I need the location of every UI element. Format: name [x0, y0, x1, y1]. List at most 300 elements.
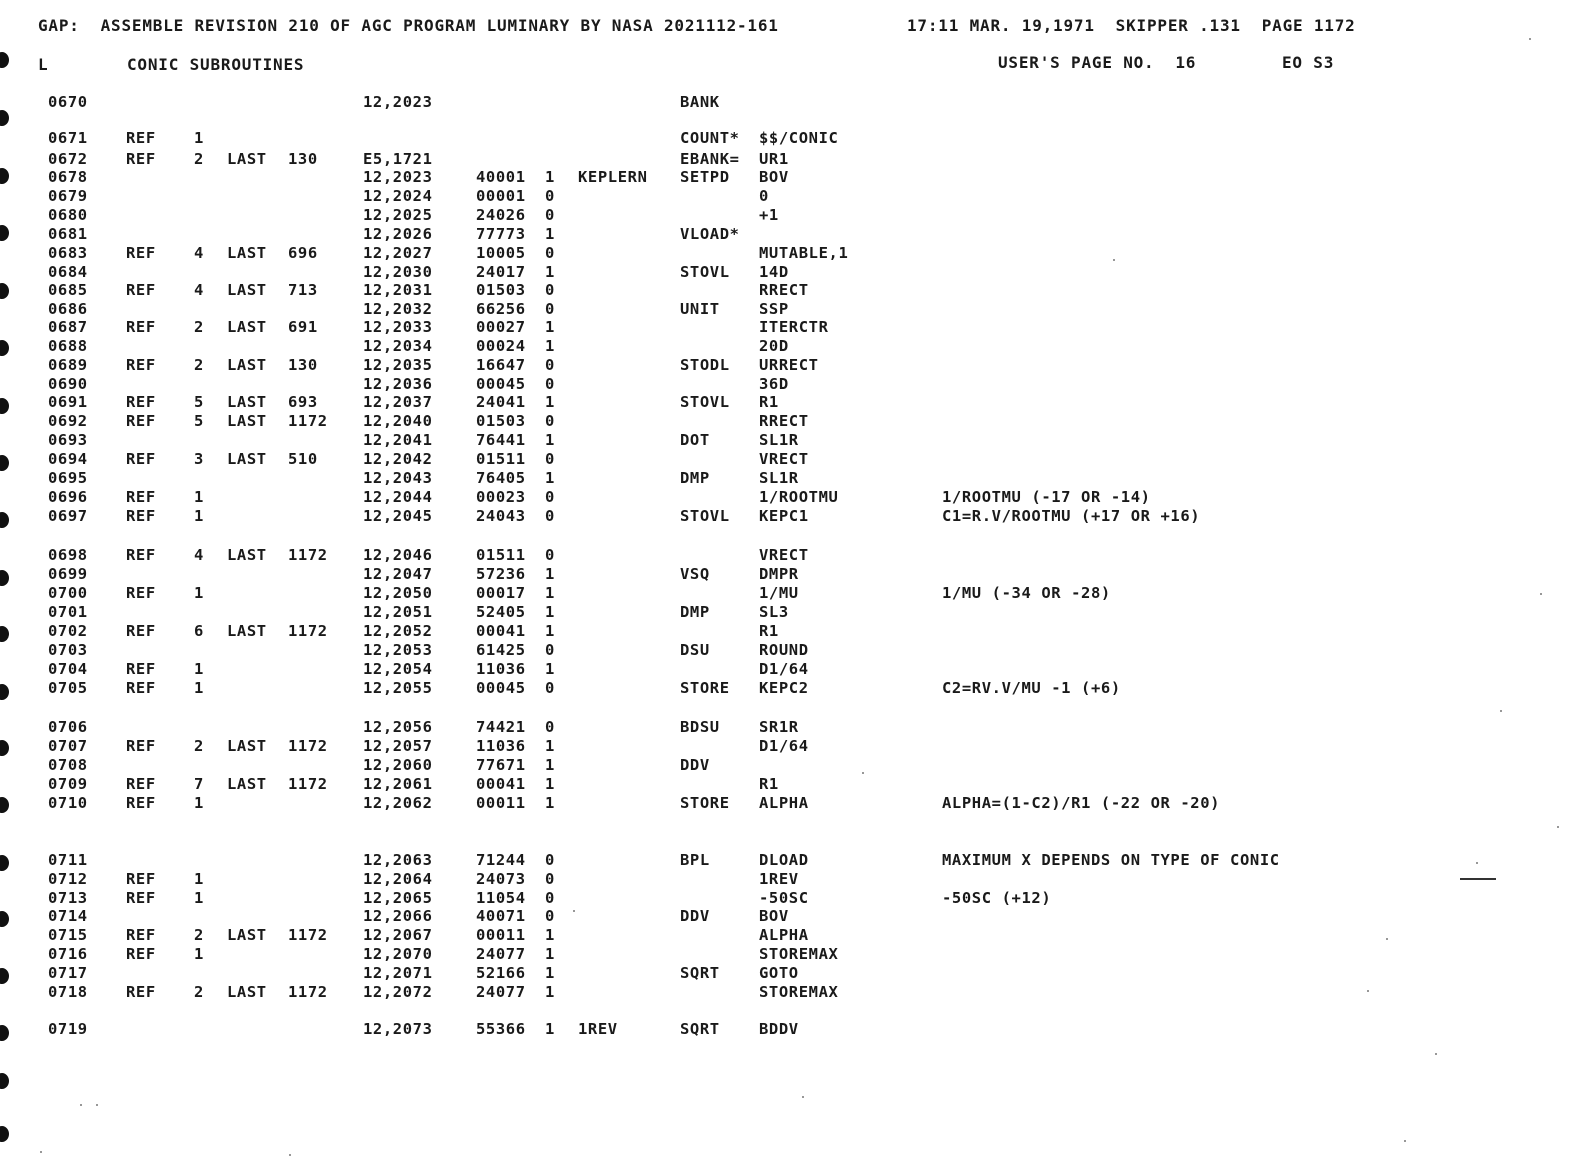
parity-bit: 0 — [545, 507, 555, 525]
line-number: 0694 — [48, 450, 88, 468]
operand: D1/64 — [759, 737, 809, 755]
address: 12,2027 — [363, 244, 433, 262]
operand: 0 — [759, 187, 769, 205]
parity-bit: 1 — [545, 469, 555, 487]
opcode: BDSU — [680, 718, 720, 736]
line-number: 0697 — [48, 507, 88, 525]
scan-speck — [802, 1096, 804, 1098]
address: 12,2051 — [363, 603, 433, 621]
octal-word: 77671 — [476, 756, 526, 774]
ref-count: 1 — [194, 488, 204, 506]
ref-marker: REF — [126, 983, 156, 1001]
line-number: 0699 — [48, 565, 88, 583]
address: 12,2041 — [363, 431, 433, 449]
line-number: 0678 — [48, 168, 88, 186]
parity-bit: 0 — [545, 907, 555, 925]
scan-mark — [1460, 878, 1496, 880]
parity-bit: 0 — [545, 206, 555, 224]
ref-marker: REF — [126, 450, 156, 468]
parity-bit: 0 — [545, 488, 555, 506]
line-number: 0686 — [48, 300, 88, 318]
symbol-label: KEPLERN — [578, 168, 648, 186]
parity-bit: 0 — [545, 412, 555, 430]
scan-speck — [1476, 862, 1478, 864]
opcode: SETPD — [680, 168, 730, 186]
scan-speck — [1529, 38, 1531, 40]
ref-marker: REF — [126, 945, 156, 963]
parity-bit: 0 — [545, 300, 555, 318]
punch-hole — [0, 570, 9, 586]
punch-hole — [0, 225, 9, 241]
address: 12,2055 — [363, 679, 433, 697]
octal-word: 01503 — [476, 412, 526, 430]
octal-word: 24017 — [476, 263, 526, 281]
parity-bit: 0 — [545, 187, 555, 205]
address: 12,2052 — [363, 622, 433, 640]
last-page: 693 — [288, 393, 318, 411]
parity-bit: 0 — [545, 870, 555, 888]
line-number: 0689 — [48, 356, 88, 374]
line-number: 0705 — [48, 679, 88, 697]
last-page: 130 — [288, 150, 318, 168]
octal-word: 77773 — [476, 225, 526, 243]
last-marker: LAST — [227, 926, 267, 944]
line-number: 0685 — [48, 281, 88, 299]
opcode: STORE — [680, 794, 730, 812]
address: 12,2053 — [363, 641, 433, 659]
scan-speck — [1367, 990, 1369, 992]
ref-count: 4 — [194, 244, 204, 262]
parity-bit: 1 — [545, 318, 555, 336]
last-marker: LAST — [227, 244, 267, 262]
opcode: DSU — [680, 641, 710, 659]
line-number: 0714 — [48, 907, 88, 925]
last-page: 713 — [288, 281, 318, 299]
operand: SL3 — [759, 603, 789, 621]
address: 12,2072 — [363, 983, 433, 1001]
ref-marker: REF — [126, 775, 156, 793]
punch-hole — [0, 626, 9, 642]
comment: 1/ROOTMU (-17 OR -14) — [942, 488, 1151, 506]
opcode: DMP — [680, 603, 710, 621]
address: 12,2056 — [363, 718, 433, 736]
address: 12,2023 — [363, 93, 433, 111]
operand: ALPHA — [759, 926, 809, 944]
octal-word: 00024 — [476, 337, 526, 355]
address: 12,2067 — [363, 926, 433, 944]
parity-bit: 1 — [545, 945, 555, 963]
line-number: 0707 — [48, 737, 88, 755]
address: 12,2025 — [363, 206, 433, 224]
operand: STOREMAX — [759, 945, 839, 963]
octal-word: 00011 — [476, 926, 526, 944]
parity-bit: 1 — [545, 168, 555, 186]
punch-hole — [0, 1073, 9, 1089]
operand: R1 — [759, 775, 779, 793]
parity-bit: 1 — [545, 737, 555, 755]
octal-word: 40071 — [476, 907, 526, 925]
last-marker: LAST — [227, 412, 267, 430]
last-marker: LAST — [227, 450, 267, 468]
parity-bit: 0 — [545, 375, 555, 393]
parity-bit: 1 — [545, 926, 555, 944]
octal-word: 24043 — [476, 507, 526, 525]
operand: ROUND — [759, 641, 809, 659]
ref-count: 2 — [194, 737, 204, 755]
ref-count: 5 — [194, 393, 204, 411]
operand: SL1R — [759, 431, 799, 449]
opcode: STOVL — [680, 393, 730, 411]
last-page: 1172 — [288, 926, 328, 944]
ref-marker: REF — [126, 679, 156, 697]
section-title: CONIC SUBROUTINES — [127, 55, 305, 74]
ref-marker: REF — [126, 281, 156, 299]
scan-speck — [1540, 593, 1542, 595]
octal-word: 10005 — [476, 244, 526, 262]
operand: STOREMAX — [759, 983, 839, 1001]
last-marker: LAST — [227, 150, 267, 168]
address: 12,2036 — [363, 375, 433, 393]
opcode: SQRT — [680, 964, 720, 982]
line-number: 0695 — [48, 469, 88, 487]
octal-word: 00045 — [476, 679, 526, 697]
address: 12,2071 — [363, 964, 433, 982]
last-page: 1172 — [288, 983, 328, 1001]
punch-hole — [0, 684, 9, 700]
scan-speck — [1435, 1053, 1437, 1055]
octal-word: 00027 — [476, 318, 526, 336]
line-number: 0701 — [48, 603, 88, 621]
scan-speck — [1500, 710, 1502, 712]
line-number: 0711 — [48, 851, 88, 869]
address: 12,2042 — [363, 450, 433, 468]
octal-word: 40001 — [476, 168, 526, 186]
line-number: 0702 — [48, 622, 88, 640]
line-number: 0706 — [48, 718, 88, 736]
punch-hole — [0, 340, 9, 356]
opcode: DDV — [680, 756, 710, 774]
last-page: 510 — [288, 450, 318, 468]
last-page: 691 — [288, 318, 318, 336]
address: 12,2034 — [363, 337, 433, 355]
operand: R1 — [759, 393, 779, 411]
octal-word: 11036 — [476, 660, 526, 678]
parity-bit: 0 — [545, 851, 555, 869]
ref-count: 2 — [194, 356, 204, 374]
line-number: 0718 — [48, 983, 88, 1001]
scan-speck — [1113, 259, 1115, 261]
operand: RRECT — [759, 412, 809, 430]
operand: RRECT — [759, 281, 809, 299]
last-marker: LAST — [227, 281, 267, 299]
parity-bit: 1 — [545, 1020, 555, 1038]
punch-hole — [0, 110, 9, 126]
line-number: 0679 — [48, 187, 88, 205]
address: 12,2050 — [363, 584, 433, 602]
parity-bit: 0 — [545, 718, 555, 736]
line-number: 0703 — [48, 641, 88, 659]
last-marker: LAST — [227, 983, 267, 1001]
parity-bit: 1 — [545, 565, 555, 583]
line-number: 0716 — [48, 945, 88, 963]
line-number: 0708 — [48, 756, 88, 774]
octal-word: 24077 — [476, 983, 526, 1001]
ref-count: 1 — [194, 679, 204, 697]
last-page: 1172 — [288, 622, 328, 640]
punch-hole — [0, 968, 9, 984]
last-page: 1172 — [288, 412, 328, 430]
address: 12,2026 — [363, 225, 433, 243]
opcode: EBANK= — [680, 150, 740, 168]
operand: DMPR — [759, 565, 799, 583]
address: 12,2043 — [363, 469, 433, 487]
operand: D1/64 — [759, 660, 809, 678]
line-number: 0693 — [48, 431, 88, 449]
ref-marker: REF — [126, 356, 156, 374]
line-number: 0719 — [48, 1020, 88, 1038]
scan-speck — [573, 910, 575, 912]
ref-count: 2 — [194, 983, 204, 1001]
octal-word: 61425 — [476, 641, 526, 659]
parity-bit: 1 — [545, 964, 555, 982]
address: 12,2023 — [363, 168, 433, 186]
line-number: 0688 — [48, 337, 88, 355]
ref-marker: REF — [126, 318, 156, 336]
line-number: 0671 — [48, 129, 88, 147]
operand: GOTO — [759, 964, 799, 982]
user-page-number: USER'S PAGE NO. 16 — [998, 53, 1197, 72]
parity-bit: 1 — [545, 983, 555, 1001]
line-number: 0687 — [48, 318, 88, 336]
address: 12,2062 — [363, 794, 433, 812]
punch-hole — [0, 1025, 9, 1041]
octal-word: 00023 — [476, 488, 526, 506]
punch-hole — [0, 455, 9, 471]
line-number: 0709 — [48, 775, 88, 793]
line-number: 0680 — [48, 206, 88, 224]
line-number: 0712 — [48, 870, 88, 888]
operand: 1/MU — [759, 584, 799, 602]
ref-count: 5 — [194, 412, 204, 430]
line-number: 0670 — [48, 93, 88, 111]
punch-hole — [0, 168, 9, 184]
address: 12,2047 — [363, 565, 433, 583]
ref-marker: REF — [126, 870, 156, 888]
parity-bit: 0 — [545, 450, 555, 468]
last-page: 1172 — [288, 775, 328, 793]
punch-hole — [0, 512, 9, 528]
octal-word: 24073 — [476, 870, 526, 888]
ref-marker: REF — [126, 926, 156, 944]
last-marker: LAST — [227, 393, 267, 411]
ref-marker: REF — [126, 794, 156, 812]
punch-hole — [0, 398, 9, 414]
octal-word: 71244 — [476, 851, 526, 869]
parity-bit: 1 — [545, 622, 555, 640]
line-number: 0698 — [48, 546, 88, 564]
line-number: 0713 — [48, 889, 88, 907]
last-marker: LAST — [227, 737, 267, 755]
address: 12,2063 — [363, 851, 433, 869]
operand: ITERCTR — [759, 318, 829, 336]
parity-bit: 1 — [545, 393, 555, 411]
operand: 1REV — [759, 870, 799, 888]
punch-hole — [0, 52, 9, 68]
last-marker: LAST — [227, 546, 267, 564]
opcode: UNIT — [680, 300, 720, 318]
ref-marker: REF — [126, 150, 156, 168]
comment: MAXIMUM X DEPENDS ON TYPE OF CONIC — [942, 851, 1280, 869]
opcode: DMP — [680, 469, 710, 487]
parity-bit: 1 — [545, 775, 555, 793]
octal-word: 11054 — [476, 889, 526, 907]
octal-word: 00011 — [476, 794, 526, 812]
scan-speck — [40, 1151, 42, 1153]
operand: VRECT — [759, 450, 809, 468]
scan-speck — [862, 772, 864, 774]
address: 12,2046 — [363, 546, 433, 564]
scan-speck — [1386, 938, 1388, 940]
opcode: BANK — [680, 93, 720, 111]
ref-marker: REF — [126, 412, 156, 430]
octal-word: 74421 — [476, 718, 526, 736]
parity-bit: 1 — [545, 263, 555, 281]
address: 12,2044 — [363, 488, 433, 506]
ref-count: 6 — [194, 622, 204, 640]
ref-marker: REF — [126, 129, 156, 147]
ref-marker: REF — [126, 622, 156, 640]
line-number: 0681 — [48, 225, 88, 243]
octal-word: 24041 — [476, 393, 526, 411]
operand: R1 — [759, 622, 779, 640]
line-number: 0683 — [48, 244, 88, 262]
ref-count: 1 — [194, 794, 204, 812]
last-marker: LAST — [227, 318, 267, 336]
operand: SL1R — [759, 469, 799, 487]
scan-speck — [1404, 1140, 1406, 1142]
last-page: 130 — [288, 356, 318, 374]
operand: SSP — [759, 300, 789, 318]
ref-count: 1 — [194, 889, 204, 907]
punch-hole — [0, 797, 9, 813]
operand: 20D — [759, 337, 789, 355]
opcode: VSQ — [680, 565, 710, 583]
operand: VRECT — [759, 546, 809, 564]
ref-count: 1 — [194, 129, 204, 147]
address: 12,2035 — [363, 356, 433, 374]
address: 12,2057 — [363, 737, 433, 755]
address: 12,2066 — [363, 907, 433, 925]
ref-count: 3 — [194, 450, 204, 468]
ref-count: 2 — [194, 318, 204, 336]
ref-marker: REF — [126, 488, 156, 506]
octal-word: 55366 — [476, 1020, 526, 1038]
parity-bit: 1 — [545, 431, 555, 449]
line-number: 0690 — [48, 375, 88, 393]
ref-marker: REF — [126, 546, 156, 564]
parity-bit: 1 — [545, 756, 555, 774]
address: E5,1721 — [363, 150, 433, 168]
operand: UR1 — [759, 150, 789, 168]
ref-count: 1 — [194, 870, 204, 888]
page-code: EO S3 — [1282, 53, 1335, 72]
operand: -50SC — [759, 889, 809, 907]
ref-count: 1 — [194, 660, 204, 678]
address: 12,2032 — [363, 300, 433, 318]
address: 12,2065 — [363, 889, 433, 907]
ref-marker: REF — [126, 660, 156, 678]
line-number: 0691 — [48, 393, 88, 411]
ref-count: 4 — [194, 546, 204, 564]
line-number: 0700 — [48, 584, 88, 602]
last-marker: LAST — [227, 775, 267, 793]
comment: ALPHA=(1-C2)/R1 (-22 OR -20) — [942, 794, 1221, 812]
address: 12,2073 — [363, 1020, 433, 1038]
address: 12,2064 — [363, 870, 433, 888]
octal-word: 66256 — [476, 300, 526, 318]
opcode: STORE — [680, 679, 730, 697]
opcode: DDV — [680, 907, 710, 925]
ref-count: 1 — [194, 507, 204, 525]
octal-word: 57236 — [476, 565, 526, 583]
operand: +1 — [759, 206, 779, 224]
ref-marker: REF — [126, 737, 156, 755]
line-number: 0684 — [48, 263, 88, 281]
operand: KEPC1 — [759, 507, 809, 525]
punch-hole — [0, 740, 9, 756]
comment: C1=R.V/ROOTMU (+17 OR +16) — [942, 507, 1201, 525]
address: 12,2037 — [363, 393, 433, 411]
operand: BOV — [759, 907, 789, 925]
operand: 14D — [759, 263, 789, 281]
operand: MUTABLE,1 — [759, 244, 849, 262]
opcode: STODL — [680, 356, 730, 374]
address: 12,2024 — [363, 187, 433, 205]
last-marker: LAST — [227, 622, 267, 640]
octal-word: 76405 — [476, 469, 526, 487]
octal-word: 76441 — [476, 431, 526, 449]
opcode: COUNT* — [680, 129, 740, 147]
ref-count: 1 — [194, 584, 204, 602]
log-section-letter: L — [38, 55, 49, 74]
parity-bit: 0 — [545, 889, 555, 907]
last-page: 696 — [288, 244, 318, 262]
scan-speck — [80, 1104, 82, 1106]
ref-marker: REF — [126, 393, 156, 411]
operand: DLOAD — [759, 851, 809, 869]
parity-bit: 1 — [545, 660, 555, 678]
print-timestamp-and-page: 17:11 MAR. 19,1971 SKIPPER .131 PAGE 1172 — [907, 16, 1356, 35]
operand: BOV — [759, 168, 789, 186]
opcode: DOT — [680, 431, 710, 449]
operand: URRECT — [759, 356, 819, 374]
opcode: BPL — [680, 851, 710, 869]
octal-word: 24026 — [476, 206, 526, 224]
parity-bit: 0 — [545, 546, 555, 564]
address: 12,2040 — [363, 412, 433, 430]
comment: -50SC (+12) — [942, 889, 1052, 907]
address: 12,2054 — [363, 660, 433, 678]
octal-word: 01503 — [476, 281, 526, 299]
opcode: STOVL — [680, 263, 730, 281]
ref-count: 7 — [194, 775, 204, 793]
punch-hole — [0, 1126, 9, 1142]
last-page: 1172 — [288, 546, 328, 564]
parity-bit: 1 — [545, 225, 555, 243]
octal-word: 00017 — [476, 584, 526, 602]
line-number: 0692 — [48, 412, 88, 430]
address: 12,2030 — [363, 263, 433, 281]
